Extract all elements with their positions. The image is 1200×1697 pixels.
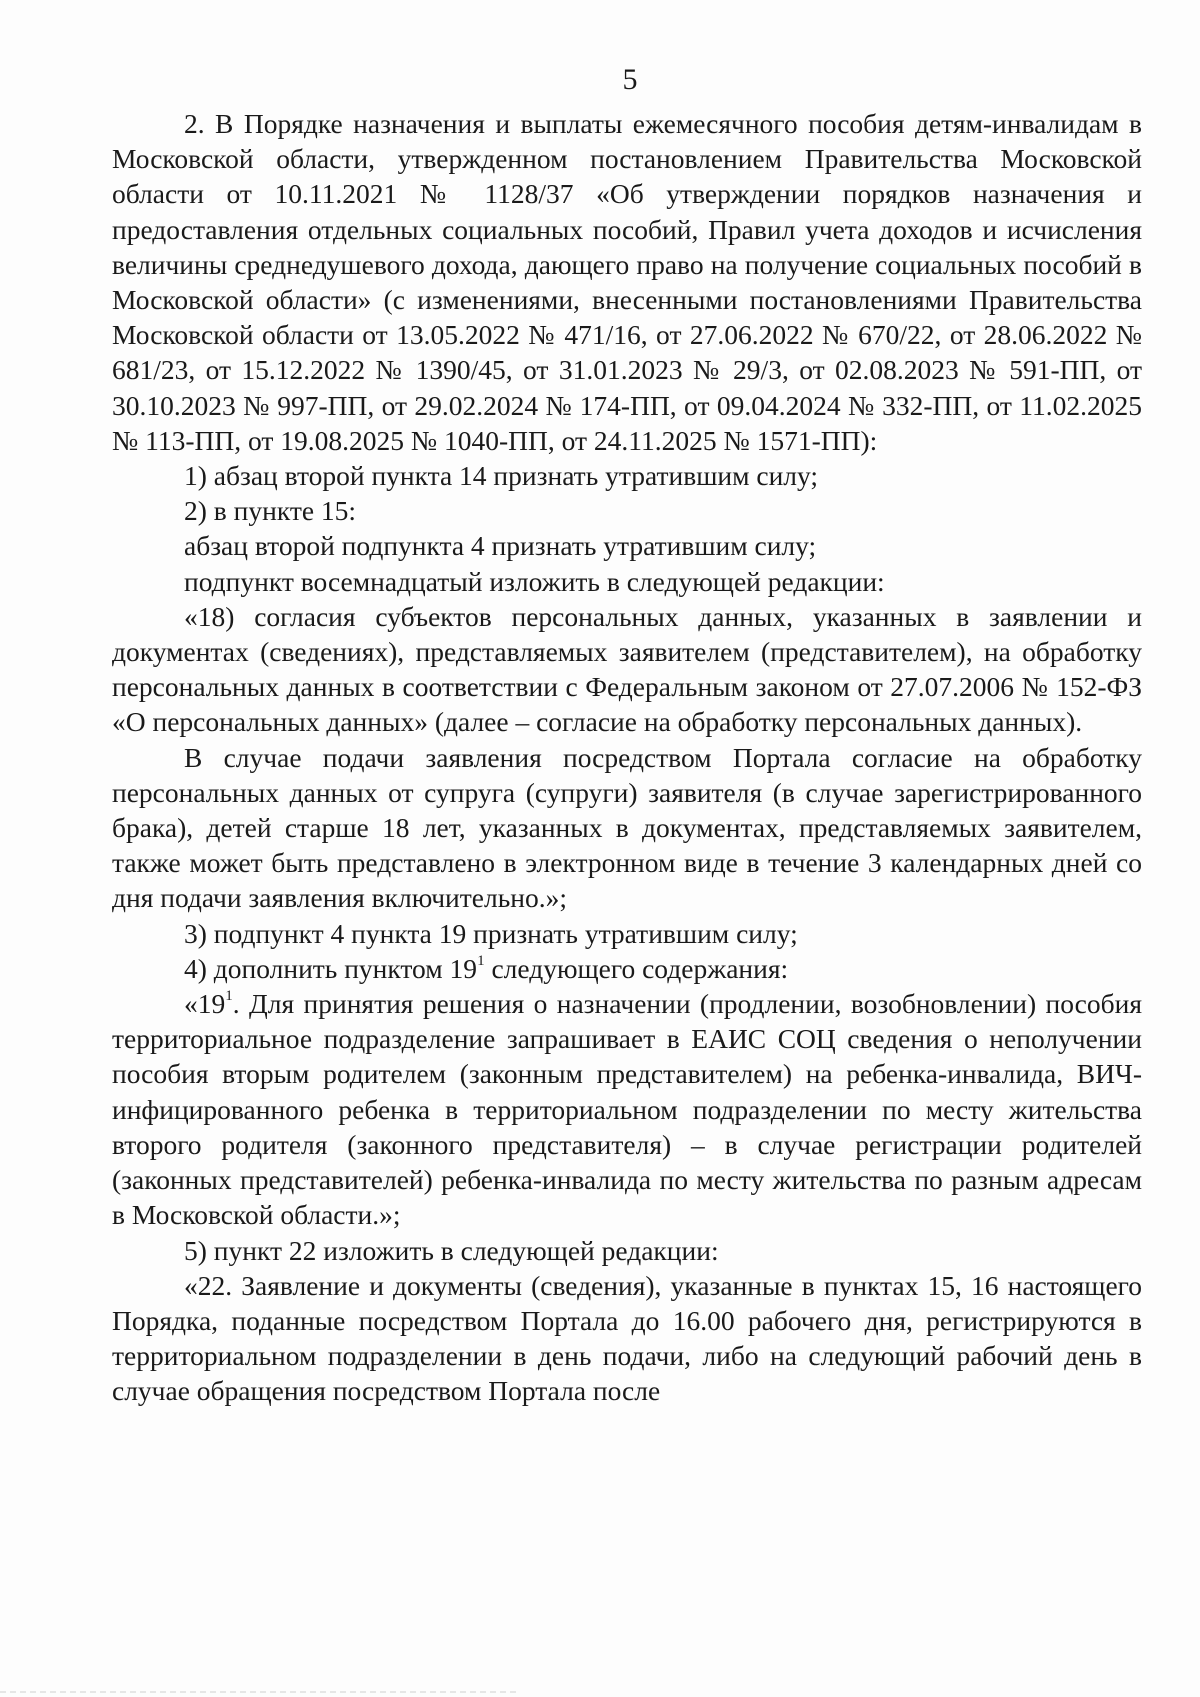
paragraph-item-2: 2) в пункте 15: <box>184 495 357 527</box>
page-number: 5 <box>622 63 638 96</box>
paragraph-quote-18: «18) согласия субъектов персональных данных, указанных в заявлении и документах (сведениях), представляемых заявителем (представителем), на обработку персональных данных в соответствии с Федеральным законом от 27.07.2006 № 152-ФЗ «О персональных данных» (далее – согласие на обработку персональных данных). <box>112 600 1142 738</box>
paragraph-portal-consent: В случае подачи заявления посредством Портала согласие на обработку персональных данных от супруга (супруги) заявителя (в случае зарегистрированного брака), детей старше 18 лет, указанных в документах, представляемых заявителем, также может быть представлено в электронном виде в течение 3 календарных дней со дня подачи заявления включительно.»; <box>112 741 1142 914</box>
item-4-text-start: 4) дополнить пунктом 19 <box>184 952 478 984</box>
paragraph-quote-22: «22. Заявление и документы (сведения), указанные в пунктах 15, 16 настоящего Порядка, поданные посредством Портала до 16.00 рабочего дня, регистрируются в территориальном подразделении в день подачи, либо на следующий рабочий день в случае обращения посредством Портала после <box>112 1269 1142 1407</box>
paragraph-item-4 <box>112 951 1142 986</box>
paragraph-item-5: 5) пункт 22 изложить в следующей редакции: <box>184 1234 719 1266</box>
paragraph-amendment-intro: 2. В Порядке назначения и выплаты ежемесячного пособия детям-инвалидам в Московской области, утвержденном постановлением Правительства Московской области от 10.11.2021 № 1128/37 «Об утверждении порядков назначения и предоставления отдельных социальных пособий, Правил учета доходов и исчисления величины среднедушевого дохода, дающего право на получение социальных пособий в Московской области» (с изменениями, внесенными постановлениями Правительства Московской области от 13.05.2022 № 471/16, от 27.06.2022 № 670/22, от 28.06.2022 № 681/23, от 15.12.2022 № 1390/45, от 31.01.2023 № 29/3, от 02.08.2023 № 591-ПП, от 30.10.2023 № 997-ПП, от 29.02.2024 № 174-ПП, от 09.04.2024 № 332-ПП, от 11.02.2025 № 113-ПП, от 19.08.2025 № 1040-ПП, от 24.11.2025 № 1571-ПП): <box>112 108 1142 456</box>
scan-edge-artifact <box>0 1691 520 1693</box>
item-4-superscript: 1 <box>477 952 485 969</box>
paragraph-item-1: 1) абзац второй пункта 14 признать утратившим силу; <box>184 460 819 492</box>
document-body <box>112 106 1142 1409</box>
paragraph-quote-19-1 <box>112 986 1142 1232</box>
quote-19-1-superscript: 1 <box>225 987 233 1004</box>
quote-19-1-text: . Для принятия решения о назначении (продлении, возобновлении) пособия территориальное подразделение запрашивает в ЕАИС СОЦ сведения о неполучении пособия вторым родителем (законным представителем) на ребенка-инвалида, ВИЧ-инфицированного ребенка в территориальном подразделении по месту жительства второго родителя (законного представителя) – в случае регистрации родителей (законных представителей) ребенка-инвалида по месту жительства по разным адресам в Московской области.»; <box>112 988 1142 1231</box>
paragraph-subitem-18-intro: подпункт восемнадцатый изложить в следующей редакции: <box>184 565 885 597</box>
paragraph-item-3: 3) подпункт 4 пункта 19 признать утратившим силу; <box>184 917 798 949</box>
item-4-text-end: следующего содержания: <box>484 952 789 984</box>
quote-19-1-start: «19 <box>184 988 226 1020</box>
paragraph-subitem-abzac: абзац второй подпункта 4 признать утратившим силу; <box>184 530 817 562</box>
